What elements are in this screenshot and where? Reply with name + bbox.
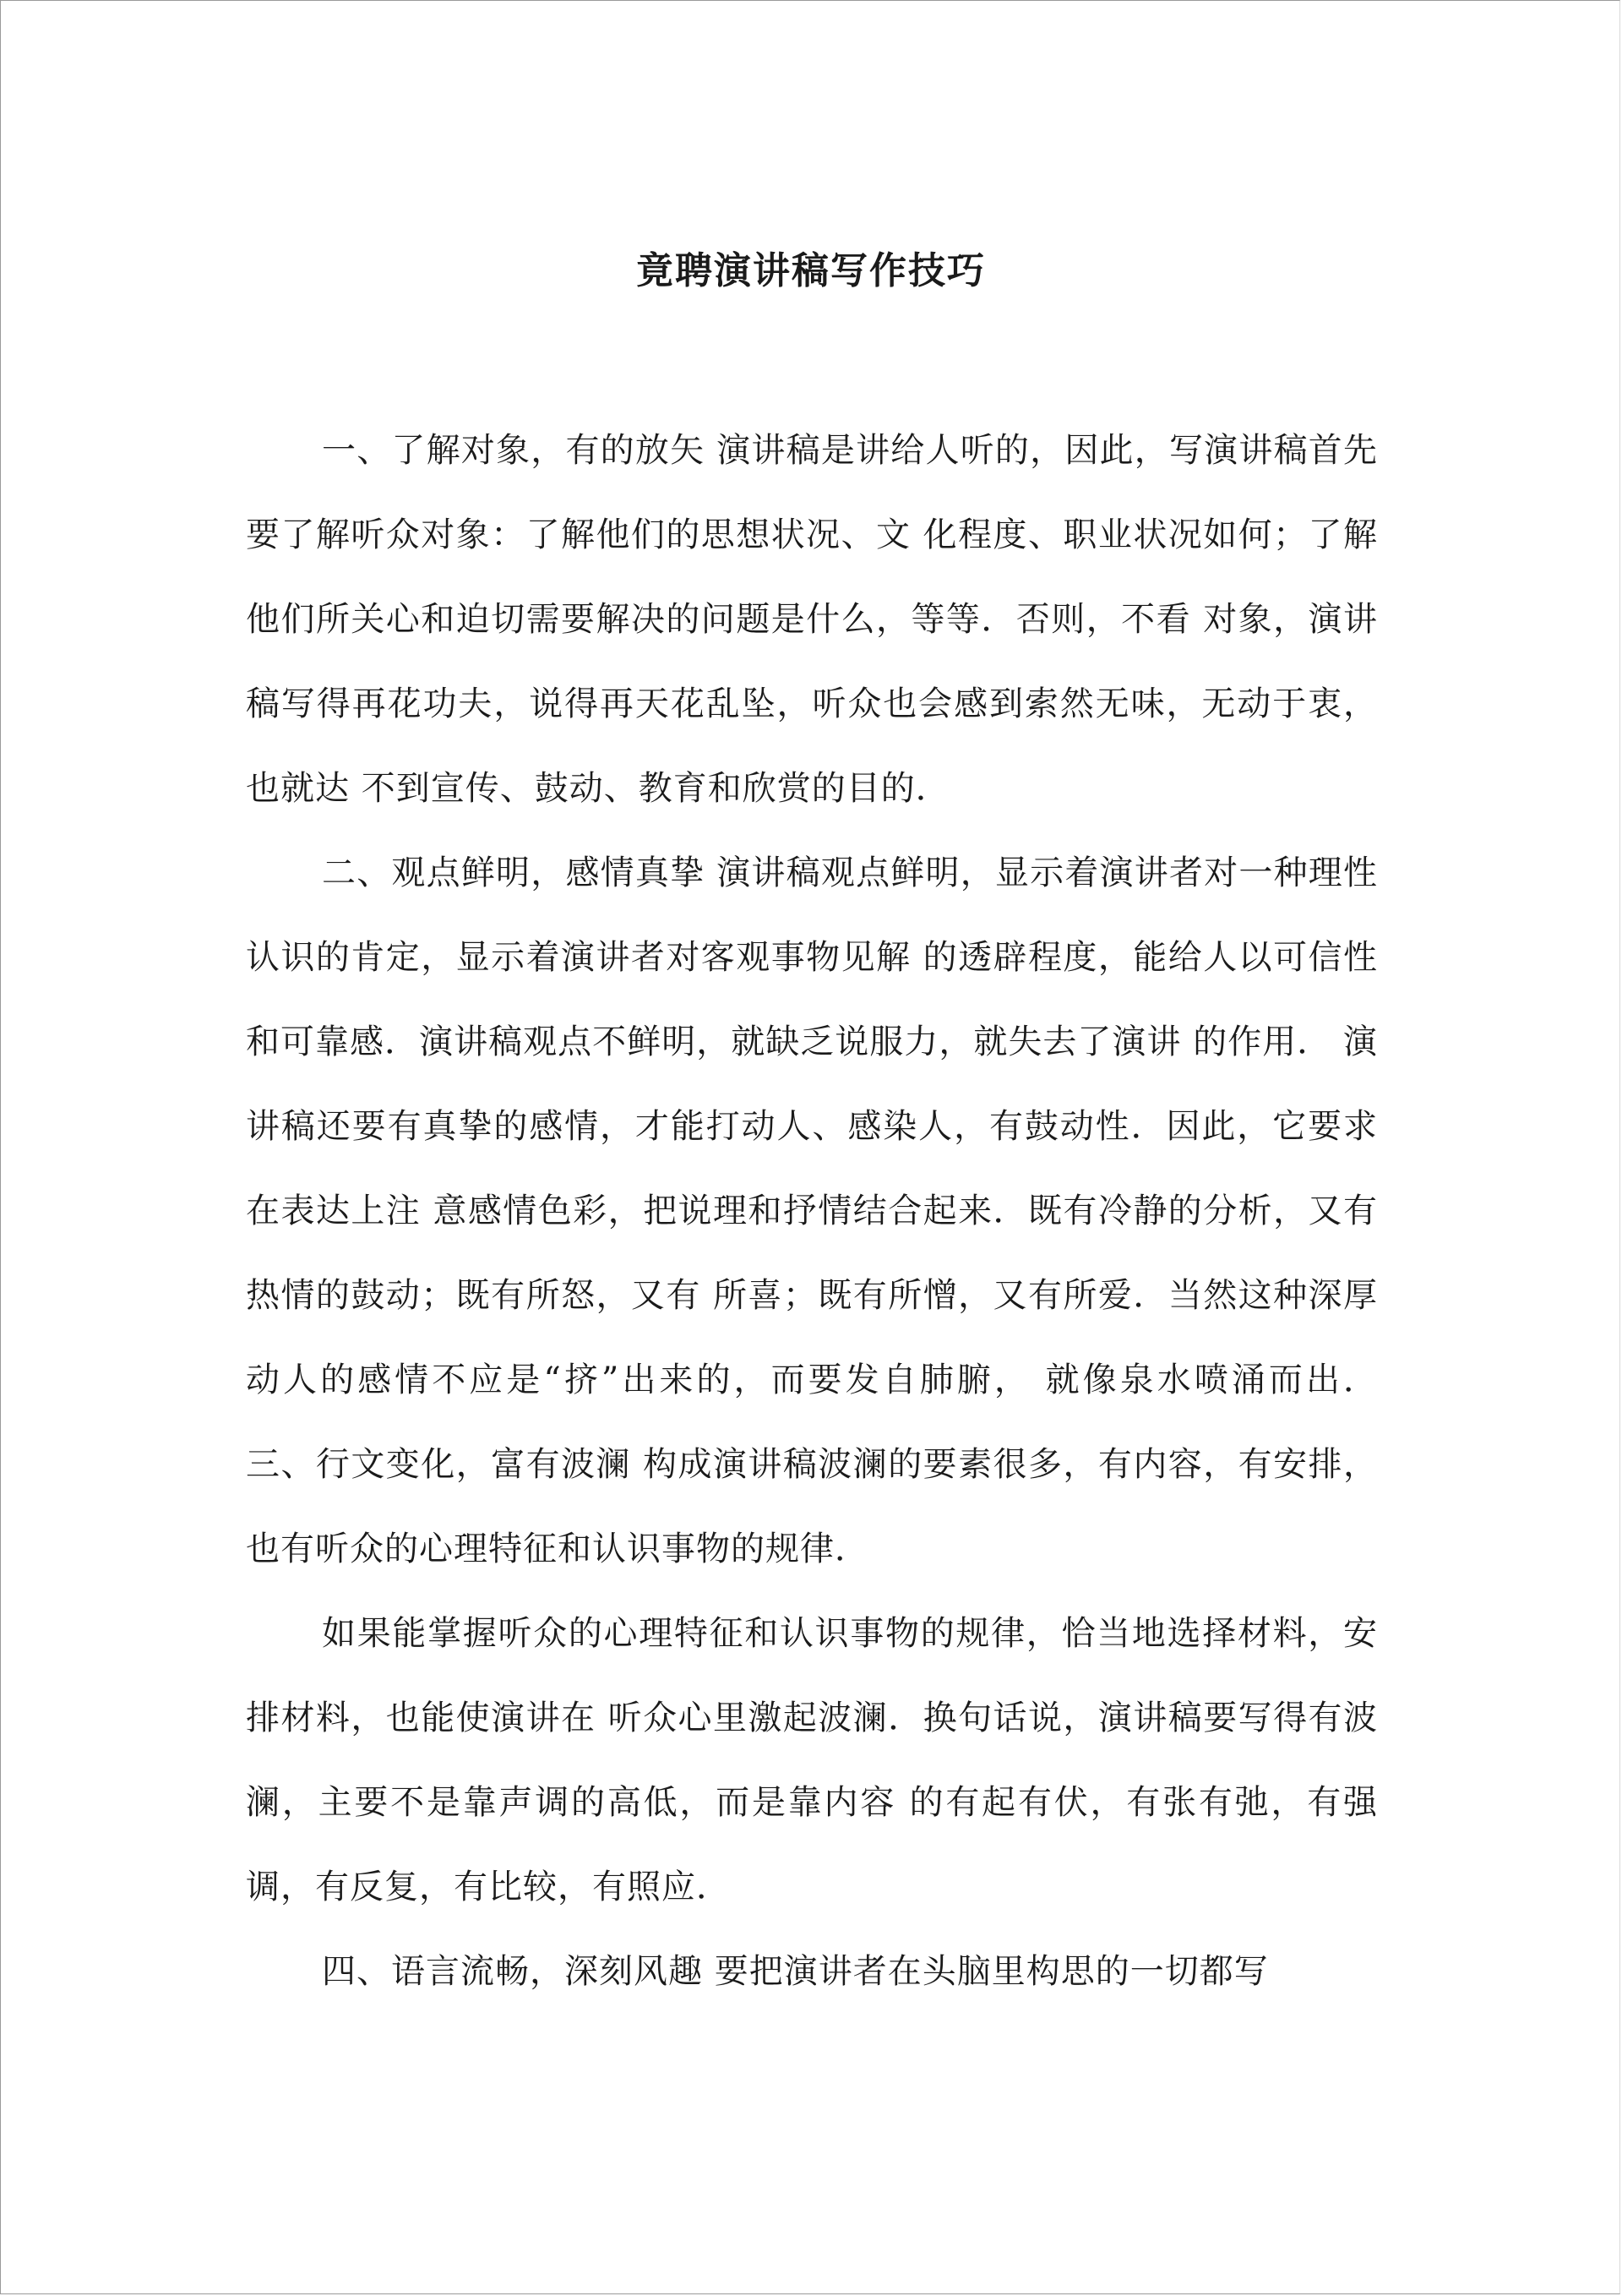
- paragraph-fluent-language: 四、语言流畅，深刻风趣 要把演讲者在头脑里构思的一切都写: [322, 1952, 1269, 1991]
- document-title: 竟聘演讲稿写作技巧: [636, 249, 986, 292]
- paragraph-understand-audience: 一、了解对象，有的放矢 演讲稿是讲给人听的，因此，写演讲稿首先要了解听众对象：了解他们的思想状况、文 化程度、职业状况如何；了解他们所关心和迫切需要解决的问题是什么，等等．否则，不看 对象，演讲稿写得再花功夫，说得再天花乱坠，听众也会感到索然无味，无动于衷，也就达 不到宣传、鼓动、教育和欣赏的目的．: [246, 431, 1378, 808]
- paragraph-clear-viewpoint: 二、观点鲜明，感情真挚 演讲稿观点鲜明，显示着演讲者对一种理性认识的肯定，显示着演讲者对客观事物见解 的透辟程度，能给人以可信性和可靠感．演讲稿观点不鲜明，就缺乏说服力，就失去了演讲 的作用． 演讲稿还要有真挚的感情，才能打动人、感染人，有鼓动性．因此，它要求在表达上注 意感情色彩，把说理和抒情结合起来．既有冷静的分析，又有热情的鼓动；既有所怒，又有 所喜；既有所憎，又有所爱．当然这种深厚动人的感情不应是“挤”出来的，而要发自肺腑， 就像泉水喷涌而出． 三、行文变化，富有波澜 构成演讲稿波澜的要素很多，有内容，有安排，也有听众的心理特征和认识事物的规律．: [246, 854, 1378, 1568]
- paragraph-audience-psychology: 如果能掌握听众的心理特征和认识事物的规律，恰当地选择材料，安排材料，也能使演讲在 听众心里激起波澜．换句话说，演讲稿要写得有波澜，主要不是靠声调的高低，而是靠内容 的有起有伏，有张有弛，有强调，有反复，有比较，有照应．: [246, 1614, 1378, 1906]
- document-body: [246, 408, 1378, 2014]
